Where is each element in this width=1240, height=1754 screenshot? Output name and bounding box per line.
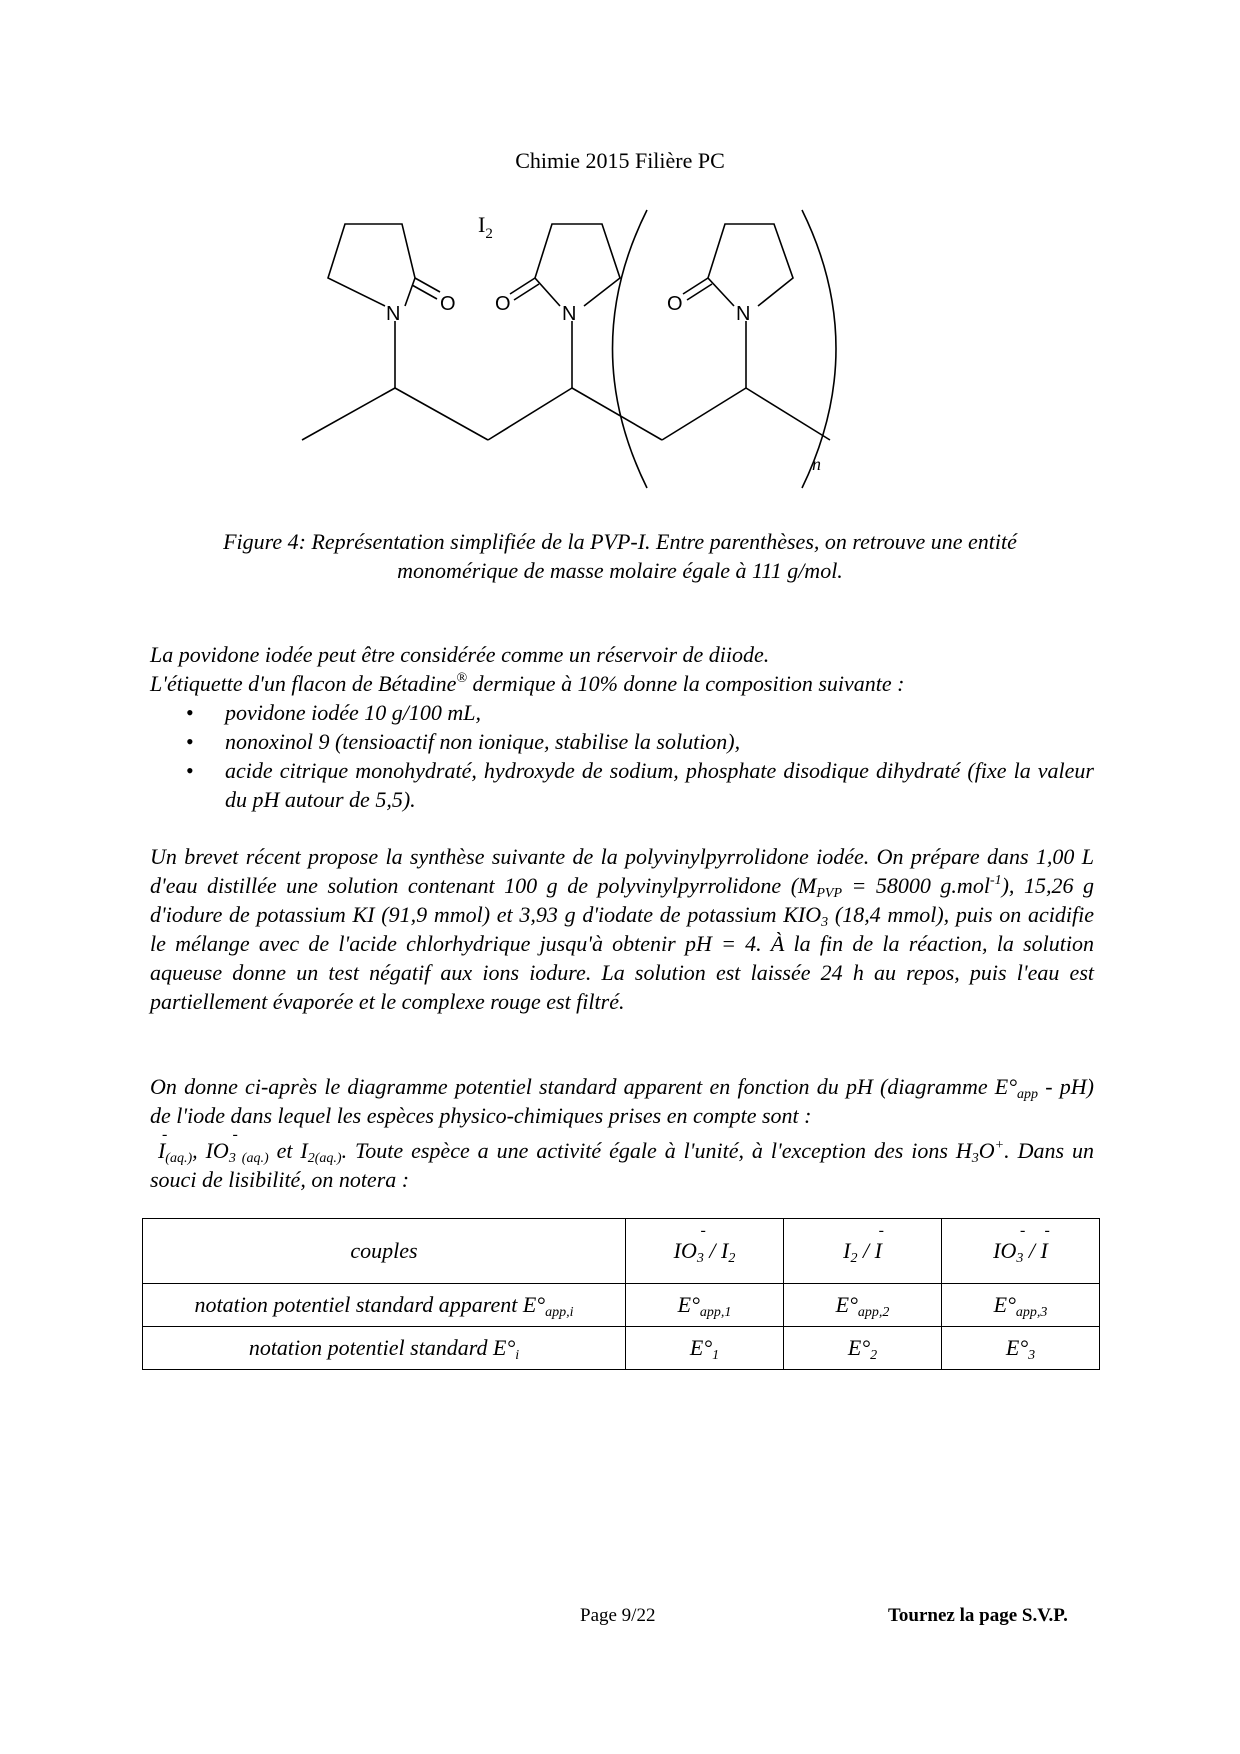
row-label-standard: notation potentiel standard $E^\circ_i$ — [143, 1327, 626, 1370]
o-atom-1: O — [440, 293, 456, 315]
n-atom-2: N — [562, 303, 577, 325]
caption-line-1: Figure 4: Représentation simplifiée de la PVP-I. Entre parenthèses, on retrouve une entité — [223, 529, 1017, 554]
cell-eapp1: $E^\circ_{app,1}$ — [626, 1284, 784, 1327]
page-number: Page 9/22 — [580, 1605, 656, 1626]
i2-label: $I_2$ — [478, 212, 493, 242]
couples-table — [142, 1218, 1100, 1370]
table-row — [143, 1219, 1100, 1284]
table-row — [143, 1284, 1100, 1327]
cell-eapp3: $E^\circ_{app,3}$ — [942, 1284, 1100, 1327]
species-line: I - $_{(aq.)}$, $IO_3$ - $_{(aq.)}$ et $I_{2(aq.)}$. Toute espèce a une activité égale à l'unité, à l'exception des ions $H_3O^+$. Dans un souci de lisibilité, on notera : — [150, 1126, 1095, 1192]
figure-caption — [150, 527, 1090, 585]
n-atom-3: N — [736, 303, 751, 325]
intro-line-1: La povidone iodée peut être considérée comme un réservoir de diiode. — [150, 642, 770, 667]
caption-line-2: monomérique de masse molaire égale à 111 g/mol. — [397, 558, 843, 583]
cell-eapp2: $E^\circ_{app,2}$ — [784, 1284, 942, 1327]
pvp-i-structure-figure — [290, 208, 880, 498]
couple-i2-i: $I_2$ / I - — [784, 1219, 942, 1284]
n-atom-1: N — [386, 303, 401, 325]
page-header: Chimie 2015 Filière PC — [515, 148, 725, 173]
couple-io3-i2: $IO_3$ - / $I_2$ — [626, 1219, 784, 1284]
repeat-n-label: n — [812, 454, 821, 474]
o-atom-3: O — [667, 293, 683, 315]
composition-list — [150, 698, 1094, 814]
intro-paragraph — [150, 640, 1094, 814]
table-header-couples: couples — [143, 1219, 626, 1284]
cell-e3: $E^\circ_3$ — [942, 1327, 1100, 1370]
list-item: • nonoxinol 9 (tensioactif non ionique, stabilise la solution), — [186, 729, 741, 754]
table-row — [143, 1327, 1100, 1370]
cell-e1: $E^\circ_1$ — [626, 1327, 784, 1370]
o-atom-2: O — [495, 293, 511, 315]
turn-page-note: Tournez la page S.V.P. — [888, 1605, 1068, 1626]
synthesis-paragraph: Un brevet récent propose la synthèse suivante de la polyvinylpyrrolidone iodée. On prépare dans 1,00 L d'eau distillée une solution contenant 100 g de polyvinylpyrrolidone ($M_{PVP} = 58000$ g.mol$^{-1}$), 15,26 g d'iodure de potassium KI (91,9 mmol) et 3,93 g d'iodate de potassium $KIO_3$ (18,4 mmol), puis on acidifie le mélange avec de l'acide chlorhydrique jusqu'à obtenir pH = 4. À la fin de la réaction, la solution aqueuse donne un test négatif aux ions iodure. La solution est laissée 24 h au repos, puis l'eau est partiellement évaporée et le complexe rouge est filtré. — [150, 844, 1095, 1014]
list-item: • acide citrique monohydraté, hydroxyde de sodium, phosphate disodique dihydraté (fixe la valeur du pH autour de 5,5). — [186, 758, 1094, 812]
list-item: • povidone iodée 10 g/100 mL, — [186, 700, 482, 725]
diagram-paragraph: On donne ci-après le diagramme potentiel standard apparent en fonction du pH (diagramme $E^\circ_{app} - pH$) de l'iode dans lequel les espèces physico-chimiques prises en compte sont : I - $_{(aq.)}$, $IO_3$ - $_{(aq.)}$ et $I_{2(aq.)}$. Toute espèce a une activité égale à l'unité, à l'exception des ions $H_3O^+$. Dans un souci de lisibilité, on notera : — [150, 1074, 1095, 1192]
couple-io3-i: $IO_3$ - / I - — [942, 1219, 1100, 1284]
cell-e2: $E^\circ_2$ — [784, 1327, 942, 1370]
row-label-apparent: notation potentiel standard apparent $E^\circ_{app,i}$ — [143, 1284, 626, 1327]
intro-line-2: L'étiquette d'un flacon de Bétadine® dermique à 10% donne la composition suivante : — [150, 671, 905, 696]
